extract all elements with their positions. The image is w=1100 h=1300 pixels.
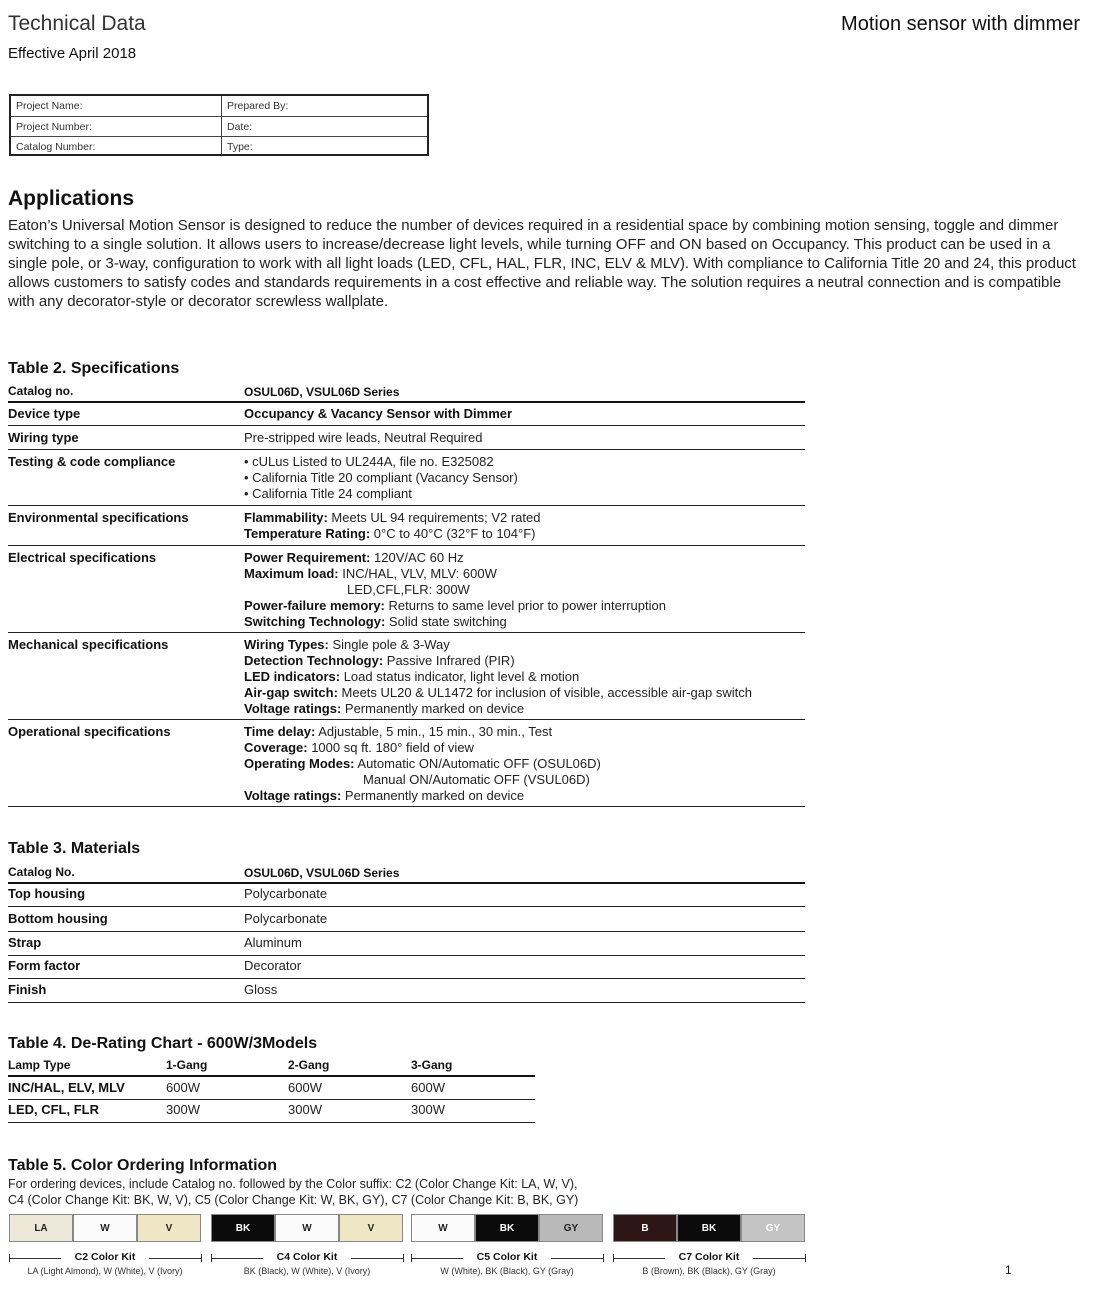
derating-value: 300W bbox=[166, 1102, 200, 1117]
spec-value: Adjustable, 5 min., 15 min., 30 min., Test bbox=[315, 724, 553, 739]
color-swatch: LA bbox=[9, 1214, 73, 1242]
table4-caption: Table 4. De-Rating Chart - 600W/3Models bbox=[8, 1035, 318, 1052]
spec-value: 1000 sq ft. 180° field of view bbox=[307, 740, 474, 755]
spec-value: Passive Infrared (PIR) bbox=[383, 653, 515, 668]
kit-bracket-tick bbox=[403, 1254, 404, 1262]
effective-date: Effective April 2018 bbox=[8, 45, 137, 62]
color-swatch: BK bbox=[475, 1214, 539, 1242]
spec-key: Maximum load: bbox=[244, 566, 339, 581]
spec-value: Solid state switching bbox=[385, 614, 507, 629]
spec-key: Voltage ratings: bbox=[244, 701, 342, 716]
table4-rule bbox=[8, 1075, 535, 1077]
testing-item: • cULus Listed to UL244A, file no. E325082 bbox=[244, 454, 518, 470]
materials-row-label: Strap bbox=[8, 935, 42, 950]
applications-heading: Applications bbox=[8, 187, 135, 210]
materials-row-value: Aluminum bbox=[244, 935, 302, 950]
testing-list bbox=[244, 454, 518, 502]
applications-body: Eaton’s Universal Motion Sensor is designed to reduce the number of devices required in a residential space by combining motion sensing, toggle and dimmer switching to a single solution. It allows users to increase/decrease light levels, while turning OFF and ON based on Occupancy. This product can be used in a single pole, or 3-way, configuration to work with all light loads (LED, CFL, HAL, FLR, INC, ELV & MLV). With compliance to California Title 20 and 24, this product allows customers to satisfy codes and standards requirements in a cost effective and reliable way. The solution requires a neutral connection and is compatible with any decorator-style or decorator screwless wallplate. bbox=[8, 217, 1076, 310]
table3-rule bbox=[8, 955, 805, 956]
derating-value: 600W bbox=[288, 1080, 322, 1095]
spec-key: Switching Technology: bbox=[244, 614, 386, 629]
color-swatch: BK bbox=[677, 1214, 741, 1242]
derating-value: 300W bbox=[288, 1102, 322, 1117]
device-type-label: Device type bbox=[8, 406, 81, 421]
spec-key: Coverage: bbox=[244, 740, 308, 755]
spec-key: Wiring Types: bbox=[244, 637, 329, 652]
kit-name: C2 Color Kit bbox=[61, 1251, 149, 1263]
spec-key: Power-failure memory: bbox=[244, 598, 385, 613]
table2-rule bbox=[8, 449, 805, 450]
color-swatch: B bbox=[613, 1214, 677, 1242]
project-info-box bbox=[9, 94, 429, 156]
project-name-label: Project Name: bbox=[16, 100, 83, 112]
color-swatch: V bbox=[137, 1214, 201, 1242]
spec-key: LED indicators: bbox=[244, 669, 341, 684]
table2-catalog-label: Catalog no. bbox=[8, 384, 74, 398]
table3-catalog-value: OSUL06D, VSUL06D Series bbox=[244, 866, 400, 880]
table2-rule bbox=[8, 545, 805, 546]
electrical-label: Electrical specifications bbox=[8, 550, 157, 565]
operational-values bbox=[244, 724, 601, 804]
derating-header: 3-Gang bbox=[411, 1058, 453, 1072]
testing-label: Testing & code compliance bbox=[8, 454, 176, 469]
color-swatch: V bbox=[339, 1214, 403, 1242]
kit-bracket-tick bbox=[805, 1254, 806, 1262]
table5-caption: Table 5. Color Ordering Information bbox=[8, 1157, 278, 1174]
spec-key: Operating Modes: bbox=[244, 756, 355, 771]
ordering-note-line: For ordering devices, include Catalog no. followed by the Color suffix: C2 (Color Change Kit: LA, W, V), bbox=[8, 1177, 578, 1191]
wiring-type-label: Wiring type bbox=[8, 430, 79, 445]
materials-row-value: Decorator bbox=[244, 958, 302, 973]
mechanical-values bbox=[244, 637, 752, 717]
materials-row-value: Polycarbonate bbox=[244, 886, 328, 901]
environmental-values bbox=[244, 510, 540, 542]
page-mark: 1 bbox=[1005, 1263, 1012, 1277]
electrical-values bbox=[244, 550, 666, 630]
table2-rule bbox=[8, 401, 805, 403]
kit-bracket-tick bbox=[613, 1254, 614, 1262]
spec-value: Meets UL20 & UL1472 for inclusion of visible, accessible air-gap switch bbox=[337, 685, 752, 700]
kit-description: BK (Black), W (White), V (Ivory) bbox=[243, 1266, 371, 1276]
spec-value: LED,CFL,FLR: 300W bbox=[347, 582, 470, 597]
spec-value: Permanently marked on device bbox=[341, 701, 525, 716]
materials-row-value: Polycarbonate bbox=[244, 911, 328, 926]
device-type-value: Occupancy & Vacancy Sensor with Dimmer bbox=[244, 406, 513, 421]
date-label: Date: bbox=[227, 121, 253, 133]
kit-bracket-tick bbox=[411, 1254, 412, 1262]
spec-value: INC/HAL, VLV, MLV: 600W bbox=[338, 566, 497, 581]
spec-value: Single pole & 3-Way bbox=[328, 637, 450, 652]
materials-row-label: Top housing bbox=[8, 886, 86, 901]
color-swatch: BK bbox=[211, 1214, 275, 1242]
table3-rule bbox=[8, 931, 805, 932]
table3-catalog-label: Catalog No. bbox=[8, 865, 75, 879]
spec-key: Flammability: bbox=[244, 510, 328, 525]
color-swatch: W bbox=[275, 1214, 339, 1242]
spec-key: Voltage ratings: bbox=[244, 788, 342, 803]
kit-name: C5 Color Kit bbox=[463, 1251, 551, 1263]
table2-rule bbox=[8, 632, 805, 633]
table2-rule bbox=[8, 505, 805, 506]
spec-key: Power Requirement: bbox=[244, 550, 371, 565]
color-swatch: W bbox=[411, 1214, 475, 1242]
materials-row-label: Bottom housing bbox=[8, 911, 108, 926]
table4-rule bbox=[8, 1099, 535, 1100]
color-swatch: GY bbox=[741, 1214, 805, 1242]
kit-bracket-tick bbox=[9, 1254, 10, 1262]
derating-header: Lamp Type bbox=[8, 1058, 71, 1072]
table2-rule bbox=[8, 806, 805, 807]
spec-key: Detection Technology: bbox=[244, 653, 384, 668]
spec-value: Meets UL 94 requirements; V2 rated bbox=[327, 510, 541, 525]
spec-value: Permanently marked on device bbox=[341, 788, 525, 803]
environmental-label: Environmental specifications bbox=[8, 510, 189, 525]
testing-item: • California Title 24 compliant bbox=[244, 486, 518, 502]
spec-value: Manual ON/Automatic OFF (VSUL06D) bbox=[363, 772, 590, 787]
derating-header: 2-Gang bbox=[288, 1058, 330, 1072]
kit-description: LA (Light Almond), W (White), V (Ivory) bbox=[27, 1266, 183, 1276]
type-label: Type: bbox=[227, 141, 253, 153]
prepared-by-label: Prepared By: bbox=[227, 100, 289, 112]
table3-rule bbox=[8, 906, 805, 907]
spec-key: Air-gap switch: bbox=[244, 685, 338, 700]
catalog-number-label: Catalog Number: bbox=[16, 141, 96, 153]
operational-label: Operational specifications bbox=[8, 724, 171, 739]
materials-row-value: Gloss bbox=[244, 982, 278, 997]
spec-value: 0°C to 40°C (32°F to 104°F) bbox=[370, 526, 536, 541]
kit-name: C4 Color Kit bbox=[263, 1251, 351, 1263]
kit-bracket-tick bbox=[603, 1254, 604, 1262]
kit-description: W (White), BK (Black), GY (Gray) bbox=[440, 1266, 574, 1276]
table2-rule bbox=[8, 719, 805, 720]
color-swatch: W bbox=[73, 1214, 137, 1242]
table2-catalog-value: OSUL06D, VSUL06D Series bbox=[244, 385, 400, 399]
color-swatch: GY bbox=[539, 1214, 603, 1242]
document-title: Technical Data bbox=[8, 12, 146, 35]
spec-key: Time delay: bbox=[244, 724, 316, 739]
wiring-type-value: Pre-stripped wire leads, Neutral Required bbox=[244, 430, 483, 445]
spec-value: Load status indicator, light level & motion bbox=[340, 669, 580, 684]
table4-rule bbox=[8, 1122, 535, 1123]
product-name: Motion sensor with dimmer bbox=[841, 13, 1080, 35]
testing-item: • California Title 20 compliant (Vacancy Sensor) bbox=[244, 470, 518, 486]
spec-value: Automatic ON/Automatic OFF (OSUL06D) bbox=[354, 756, 601, 771]
derating-lamp-type: LED, CFL, FLR bbox=[8, 1102, 99, 1117]
mechanical-label: Mechanical specifications bbox=[8, 637, 169, 652]
table3-rule bbox=[8, 882, 805, 884]
spec-key: Temperature Rating: bbox=[244, 526, 371, 541]
table2-rule bbox=[8, 425, 805, 426]
spec-value: 120V/AC 60 Hz bbox=[370, 550, 464, 565]
spec-value: Returns to same level prior to power interruption bbox=[384, 598, 666, 613]
ordering-note-line: C4 (Color Change Kit: BK, W, V), C5 (Color Change Kit: W, BK, GY), C7 (Color Change Kit: B, BK, GY) bbox=[8, 1193, 579, 1207]
derating-lamp-type: INC/HAL, ELV, MLV bbox=[8, 1080, 125, 1095]
kit-bracket-tick bbox=[211, 1254, 212, 1262]
kit-name: C7 Color Kit bbox=[665, 1251, 753, 1263]
derating-value: 600W bbox=[411, 1080, 445, 1095]
materials-row-label: Finish bbox=[8, 982, 47, 997]
project-box-divider bbox=[221, 96, 222, 154]
table2-caption: Table 2. Specifications bbox=[8, 360, 180, 377]
table3-rule bbox=[8, 1002, 805, 1003]
derating-header: 1-Gang bbox=[166, 1058, 208, 1072]
kit-description: B (Brown), BK (Black), GY (Gray) bbox=[642, 1266, 776, 1276]
kit-bracket-tick bbox=[201, 1254, 202, 1262]
table3-caption: Table 3. Materials bbox=[8, 840, 141, 857]
materials-row-label: Form factor bbox=[8, 958, 81, 973]
project-number-label: Project Number: bbox=[16, 121, 92, 133]
table3-rule bbox=[8, 978, 805, 979]
derating-value: 600W bbox=[166, 1080, 200, 1095]
derating-value: 300W bbox=[411, 1102, 445, 1117]
